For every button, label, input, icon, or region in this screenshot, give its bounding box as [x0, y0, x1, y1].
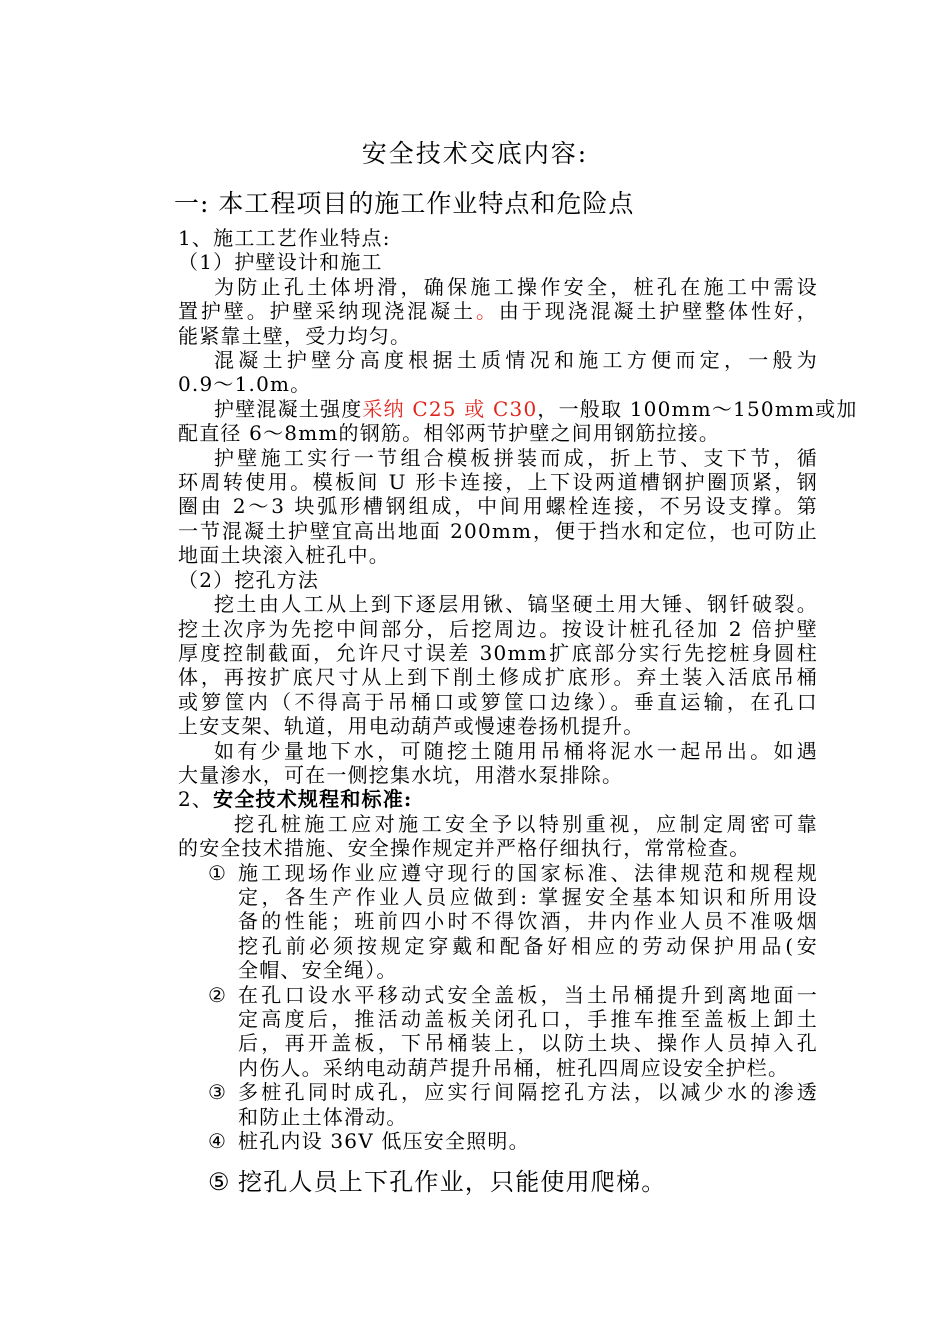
list-item-number: ③ — [208, 1080, 228, 1105]
paragraph-line: 挖土由人工从上到下逐层用锹、镐坚硬土用大锤、钢钎破裂。 — [214, 592, 818, 617]
highlighted-text: 采纳 C25 或 C30 — [362, 396, 538, 421]
list-item-line: 施工现场作业应遵守现行的国家标准、法律规范和规程规 — [238, 860, 818, 885]
paragraph-line — [178, 299, 818, 323]
subheading-1-2: （2）挖孔方法 — [178, 567, 320, 592]
subheading-1-1: （1）护壁设计和施工 — [178, 250, 383, 275]
paragraph-line: 上安支架、轨道，用电动葫芦或慢速卷扬机提升。 — [178, 714, 645, 739]
section-heading-1: 一: 本工程项目的施工作业特点和危险点 — [174, 189, 635, 218]
subheading-1: 1、施工工艺作业特点: — [178, 226, 391, 250]
list-item — [178, 1167, 818, 1197]
list-item-line: 挖孔前必须按规定穿戴和配备好相应的劳动保护用品(安 — [238, 933, 818, 958]
list-item-line: 后，再开盖板，下吊桶装上，以防土块、操作人员掉入孔 — [238, 1031, 818, 1056]
paragraph-line: 挖孔桩施工应对施工安全予以特别重视，应制定周密可靠 — [234, 811, 818, 836]
list-item-line: 定，各生产作业人员应做到: 掌握安全基本知识和所用设 — [238, 884, 818, 909]
paragraph-line: 或箩筐内（不得高于吊桶口或箩筐口边缘）。垂直运输，在孔口 — [178, 689, 818, 714]
subheading-2 — [178, 787, 818, 811]
list-item-line: 内伤人。采纳电动葫芦提升吊桶，桩孔四周应设安全护栏。 — [238, 1055, 790, 1080]
paragraph-line: 一节混凝土护壁宜高出地面 200mm，便于挡水和定位，也可防止 — [178, 518, 818, 543]
list-item-number: ① — [208, 860, 228, 885]
paragraph-line: 大量渗水，可在一侧挖集水坑，用潜水泵排除。 — [178, 762, 624, 787]
paragraph-line: 配直径 6～8mm的钢筋。相邻两节护壁之间用钢筋拉接。 — [178, 421, 721, 446]
paragraph-line: 的安全技术措施、安全操作规定并严格仔细执行，常常检查。 — [178, 836, 751, 861]
list-item-line: 桩孔内设 36V 低压安全照明。 — [238, 1129, 530, 1154]
paragraph-line: 0.9～1.0m。 — [178, 372, 312, 397]
paragraph-line: 地面土块滚入桩孔中。 — [178, 543, 390, 568]
red-period: 。 — [475, 299, 499, 324]
list-item-number: ⑤ — [208, 1168, 231, 1197]
paragraph-line: 护壁施工实行一节组合模板拼装而成，折上节、支下节，循 — [214, 445, 818, 470]
paragraph-line: 如有少量地下水，可随挖土随用吊桶将泥水一起吊出。如遇 — [214, 738, 818, 763]
list-item — [178, 1080, 818, 1129]
list-item-line: 备的性能；班前四小时不得饮酒，井内作业人员不准吸烟 — [238, 909, 818, 934]
list-item — [178, 1129, 818, 1153]
paragraph-line: 厚度控制截面，允许尺寸误差 30mm扩底部分实行先挖桩身圆柱 — [178, 640, 818, 665]
text-span: 置护壁。护壁采纳现浇混凝土 — [178, 299, 476, 324]
list-item-line: 和防止土体滑动。 — [238, 1104, 408, 1129]
list-item — [178, 861, 818, 983]
list-item-line: 挖孔人员上下孔作业，只能使用爬梯。 — [238, 1168, 667, 1197]
list-item-number: ② — [208, 982, 228, 1007]
list-item-line: 全帽、安全绳）。 — [238, 958, 398, 983]
text-span: 由于现浇混凝土护壁整体性好， — [498, 299, 818, 324]
list-item-line: 定高度后，推活动盖板关闭孔口，手推车推至盖板上卸土 — [238, 1007, 818, 1031]
list-item-number: ④ — [208, 1129, 228, 1154]
paragraph-line: 圈由 2～3 块弧形槽钢组成，中间用螺栓连接，不另设支撑。第 — [178, 494, 818, 519]
list-item-line: 多桩孔同时成孔，应实行间隔挖孔方法，以减少水的渗透 — [238, 1080, 818, 1105]
paragraph-line: 体，再按扩底尺寸从上到下削土修成扩底形。弃土装入活底吊桶 — [178, 665, 818, 690]
paragraph-line: 环周转使用。模板间 U 形卡连接，上下设两道槽钢护圈顶紧，钢 — [178, 470, 818, 495]
page-title: 安全技术交底内容: — [361, 139, 589, 168]
subheading-2-title: 安全技术规程和标准: — [213, 787, 413, 812]
paragraph-line: 能紧靠土壁，受力均匀。 — [178, 323, 412, 348]
paragraph-line: 混凝土护壁分高度根据土质情况和施工方便而定，一般为 — [214, 348, 818, 373]
list-item-line: 在孔口设水平移动式安全盖板，当土吊桶提升到离地面一 — [238, 982, 818, 1007]
document-body — [178, 226, 858, 1197]
subheading-2-number: 2、 — [178, 787, 214, 812]
text-span: ，一般取 100mm～150mm或加 — [537, 396, 858, 421]
paragraph-line: 为防止孔土体坍滑，确保施工操作安全，桩孔在施工中需设 — [214, 274, 818, 299]
paragraph-line: 挖土次序为先挖中间部分，后挖周边。按设计桩孔径加 2 倍护壁 — [178, 616, 818, 641]
text-span: 护壁混凝土强度 — [214, 396, 363, 421]
paragraph-line — [178, 396, 858, 421]
list-item — [178, 983, 818, 1081]
